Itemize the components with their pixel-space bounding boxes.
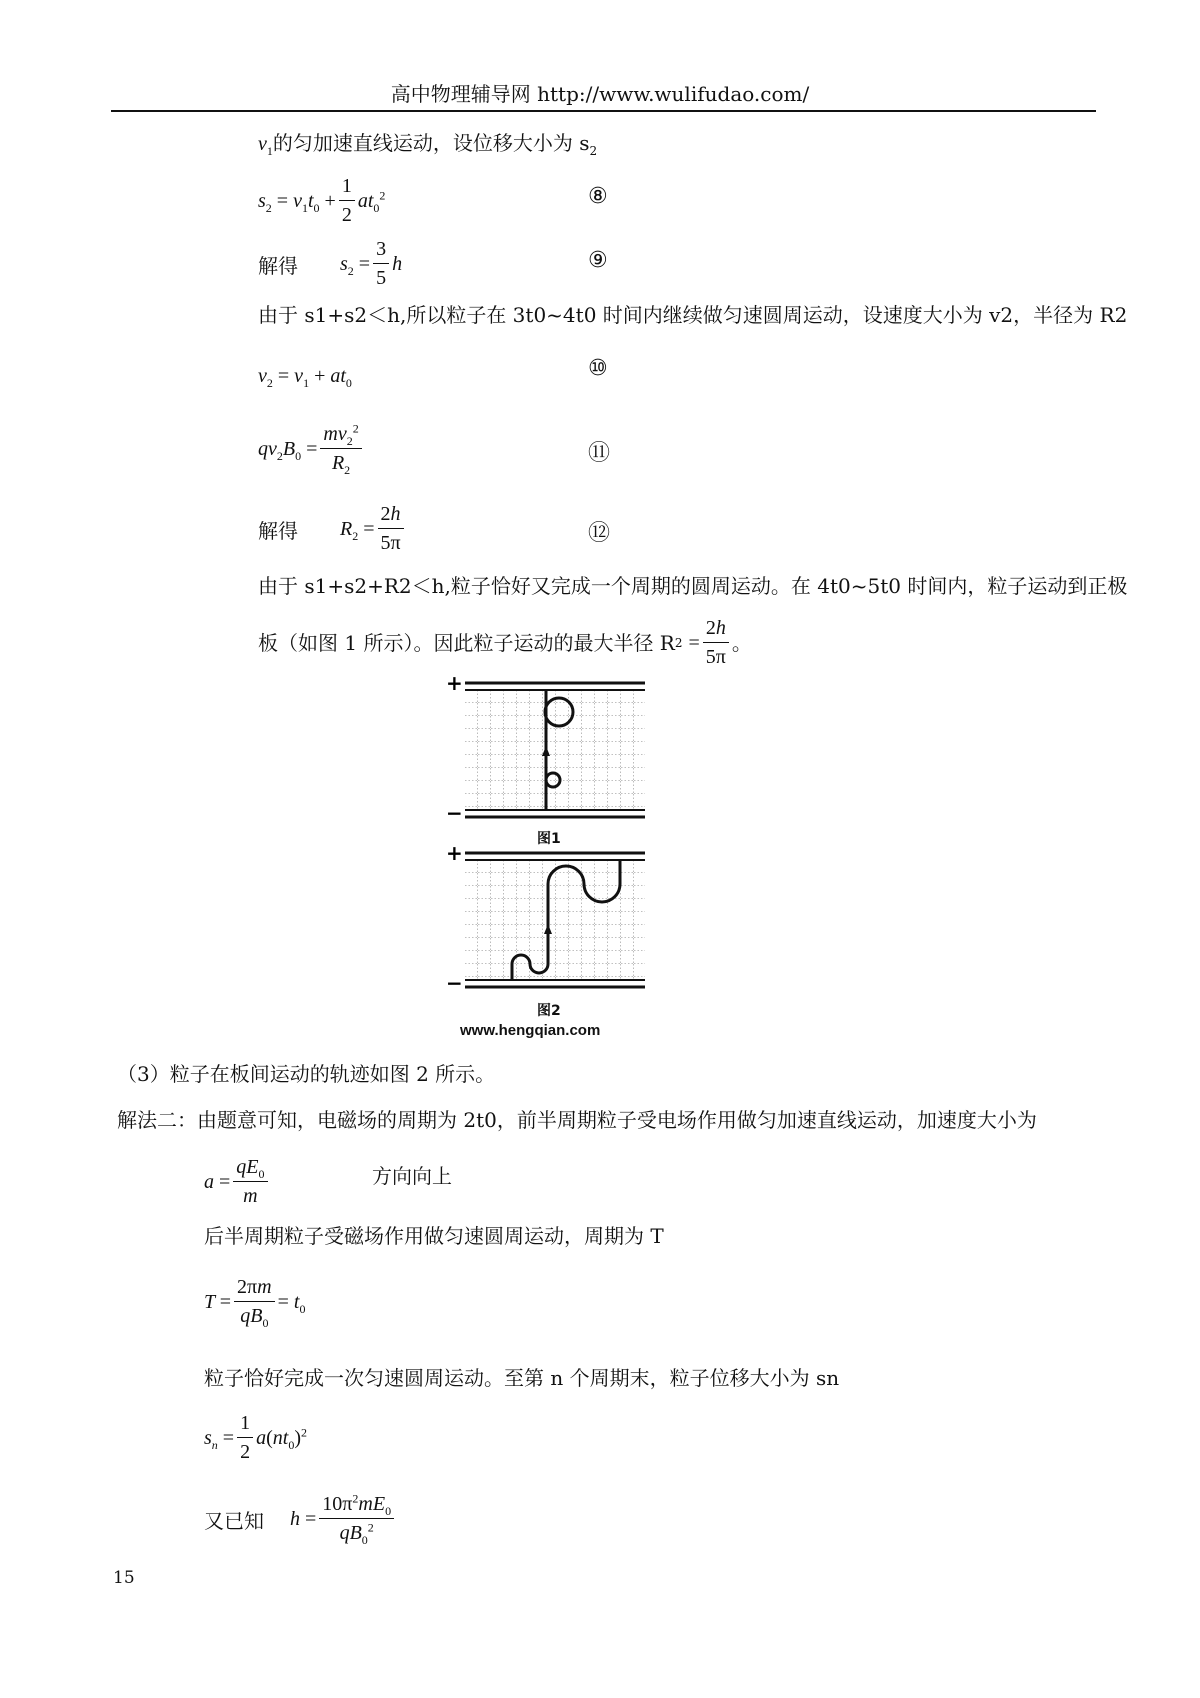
- line-9: 板（如图 1 所示）。因此粒子运动的最大半径 R 2 = $\frac{2h}{5\pi}$ 。: [258, 617, 752, 668]
- eq-label-9: ⑨: [588, 248, 608, 273]
- line-15: 粒子恰好完成一次匀速圆周运动。至第 n 个周期末，粒子位移大小为 sn: [204, 1366, 840, 1390]
- page-header: 高中物理辅导网 http://www.wulifudao.com/: [390, 82, 810, 106]
- plus-sign: +: [446, 846, 463, 865]
- plus-sign: +: [446, 676, 463, 695]
- grid-background: [465, 690, 645, 810]
- fraction-half: $\frac{1}{2}$: [339, 175, 355, 227]
- equation-8: $s_2 = v_1t_0$ + $\frac{1}{2}$ $at_0^2$: [258, 175, 386, 226]
- equation-10: $v_2 = v_1 + at_0$: [258, 364, 352, 390]
- eq-label-8: ⑧: [588, 184, 608, 209]
- equation-9: 解得 $s_2$ = $\frac{3}{5}$ h: [258, 238, 403, 289]
- figure-2: [438, 846, 658, 998]
- equation-12: 解得 $R_2$ = $\frac{2h}{5\pi}$: [258, 500, 407, 558]
- line-4: 由于 s1+s2＜h,所以粒子在 3t0~4t0 时间内继续做匀速圆周运动，设速度大小为 v2，半径为 R2: [258, 303, 1128, 327]
- equation-period: T = $\frac{2\pi m}{qB_0}$ = $t_0$: [204, 1276, 306, 1330]
- line-1: $v_1$的匀加速直线运动，设位移大小为 $s_2$: [258, 131, 598, 158]
- minus-sign: −: [446, 801, 463, 825]
- page-number: 15: [113, 1568, 135, 1588]
- eq-label-12: ⑫: [588, 521, 611, 546]
- line-10: （3）粒子在板间运动的轨迹如图 2 所示。: [117, 1062, 496, 1086]
- line-8: 由于 s1+s2+R2＜h,粒子恰好又完成一个周期的圆周运动。在 4t0~5t0 时间内，粒子运动到正极: [258, 574, 1128, 598]
- equation-11: $qv_2B_0$ = $\frac{mv_2^2}{R_2}$: [258, 418, 365, 480]
- figure-1-caption: 图1: [537, 831, 561, 847]
- figure-1: [438, 676, 658, 828]
- v1-symbol: $v_1$: [258, 133, 273, 158]
- equation-sn: $s_n$ = $\frac{1}{2}$ $a(nt_0)^2$: [204, 1412, 307, 1463]
- jiede-label: 解得: [258, 253, 298, 278]
- line-11: 解法二：由题意可知，电磁场的周期为 2t0，前半周期粒子受电场作用做匀加速直线运动，加速度大小为: [117, 1108, 1037, 1132]
- known-label: 又已知: [204, 1508, 264, 1533]
- equation-acceleration: a = $\frac{qE_0}{m}$: [204, 1151, 271, 1213]
- line-13: 后半周期粒子受磁场作用做匀速圆周运动，周期为 T: [204, 1224, 664, 1248]
- header-rule: [111, 110, 1096, 112]
- watermark-text: www.hengqian.com: [460, 1022, 601, 1039]
- equation-h: 又已知 h = $\frac{10\pi^2mE_0}{qB_0^2}$: [204, 1486, 397, 1552]
- minus-sign: −: [446, 971, 463, 995]
- eq-label-10: ⑩: [588, 356, 608, 381]
- figure-2-caption: 图2: [537, 1003, 561, 1019]
- eq-label-11: ⑪: [588, 441, 611, 466]
- direction-text: 方向向上: [372, 1164, 452, 1188]
- grid-background: [465, 860, 645, 980]
